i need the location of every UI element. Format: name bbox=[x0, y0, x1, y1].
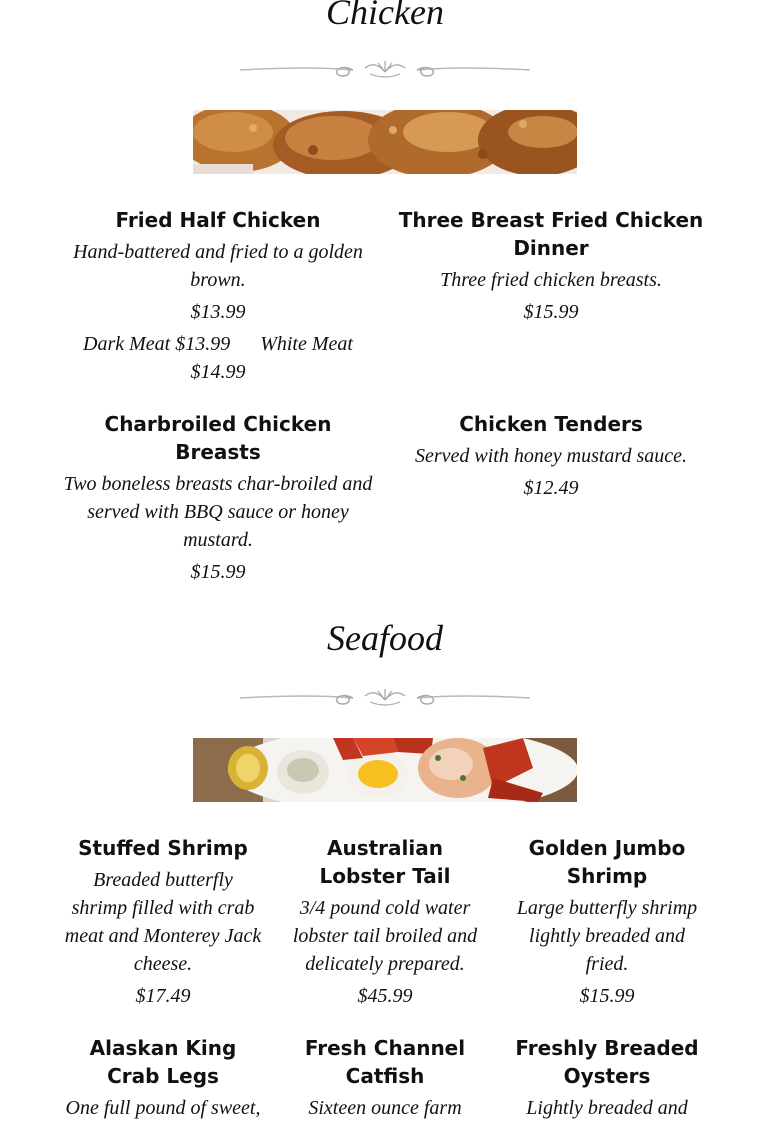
option-dark-meat: Dark Meat $13.99 bbox=[83, 333, 231, 355]
menu-item bbox=[396, 206, 706, 326]
item-options bbox=[63, 330, 373, 386]
item-name: Freshly Breaded Oysters bbox=[515, 1036, 699, 1088]
item-name: Fresh Channel Catfish bbox=[304, 1036, 466, 1088]
menu-item bbox=[396, 410, 706, 502]
menu-item bbox=[285, 834, 485, 1010]
menu-item bbox=[507, 1034, 707, 1122]
section-title-seafood: Seafood bbox=[327, 618, 443, 658]
menu-item bbox=[63, 206, 373, 386]
option-white-meat: White Meat $14.99 bbox=[190, 333, 353, 383]
ornament-divider-icon bbox=[235, 58, 535, 82]
item-description: Breaded butterfly shrimp filled with crab meat and Monterey Jack cheese. bbox=[64, 869, 262, 975]
item-name: Chicken Tenders bbox=[459, 412, 643, 436]
item-description: Hand-battered and fried to a golden brown. bbox=[73, 241, 363, 291]
menu-item bbox=[63, 834, 263, 1010]
item-price: $15.99 bbox=[523, 301, 579, 323]
fried-chicken-image bbox=[193, 110, 577, 174]
item-description: Large butterfly shrimp lightly breaded and fried. bbox=[516, 897, 698, 975]
item-price: $12.49 bbox=[523, 477, 579, 499]
ornament-divider-icon bbox=[235, 686, 535, 710]
item-description: 3/4 pound cold water lobster tail broiled and delicately prepared. bbox=[292, 897, 478, 975]
item-description: Sixteen ounce farm bbox=[308, 1097, 462, 1119]
item-price: $17.49 bbox=[135, 985, 191, 1007]
item-description: Three fried chicken breasts. bbox=[440, 269, 662, 291]
menu-item bbox=[285, 1034, 485, 1122]
menu-item bbox=[507, 834, 707, 1010]
item-name: Alaskan King Crab Legs bbox=[89, 1036, 237, 1088]
item-description: One full pound of sweet, bbox=[65, 1097, 261, 1119]
item-price: $15.99 bbox=[579, 985, 635, 1007]
item-price: $15.99 bbox=[190, 561, 246, 583]
item-name: Fried Half Chicken bbox=[115, 208, 321, 232]
item-description: Served with honey mustard sauce. bbox=[415, 445, 687, 467]
seafood-platter-image bbox=[193, 738, 577, 802]
item-name: Golden Jumbo Shrimp bbox=[528, 836, 686, 888]
item-name: Stuffed Shrimp bbox=[78, 836, 248, 860]
item-price: $45.99 bbox=[357, 985, 413, 1007]
item-price: $13.99 bbox=[190, 301, 246, 323]
item-description: Two boneless breasts char-broiled and served with BBQ sauce or honey mustard. bbox=[63, 473, 373, 551]
item-name: Three Breast Fried Chicken Dinner bbox=[398, 208, 704, 260]
menu-item bbox=[63, 410, 373, 586]
menu-item bbox=[63, 1034, 263, 1122]
item-name: Charbroiled Chicken Breasts bbox=[104, 412, 332, 464]
item-name: Australian Lobster Tail bbox=[319, 836, 451, 888]
item-description: Lightly breaded and bbox=[526, 1097, 688, 1119]
section-title-chicken: Chicken bbox=[326, 0, 444, 32]
